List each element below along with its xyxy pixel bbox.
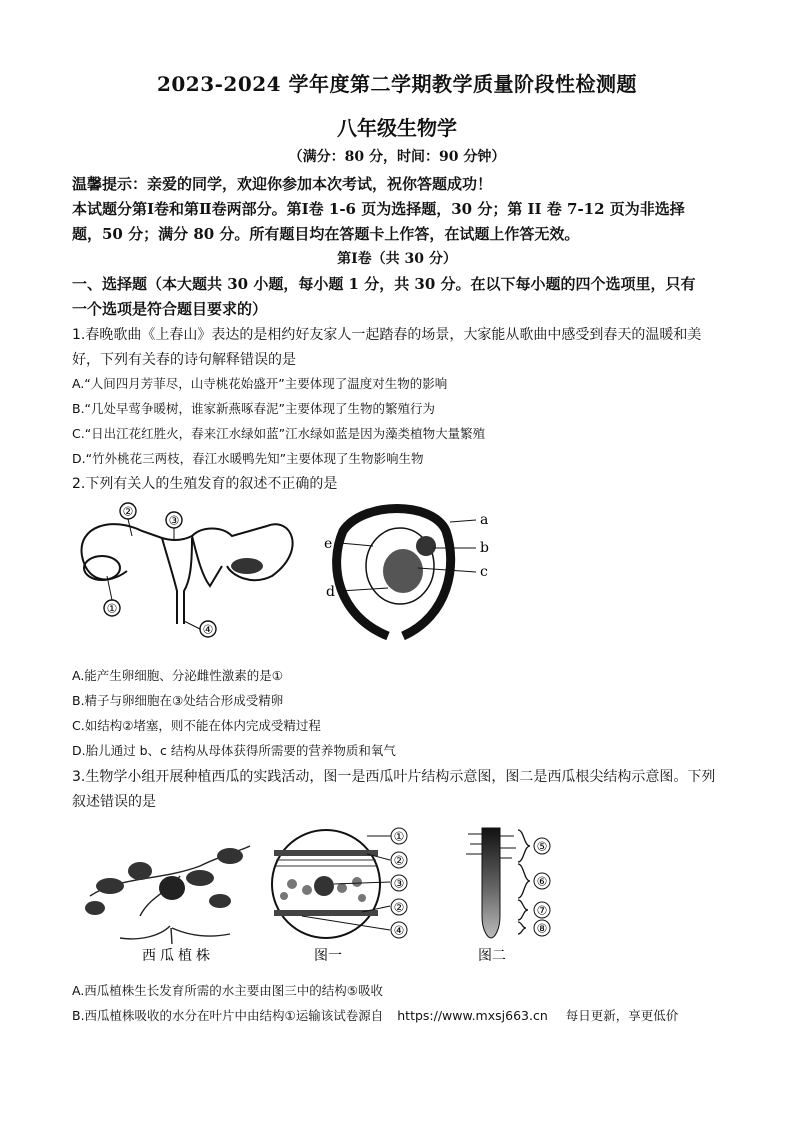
caption-fig1: 图一 <box>314 948 342 964</box>
intro-line-2: 题，50 分；满分 80 分。所有题目均在答题卡上作答，在试题上作答无效。 <box>72 225 580 243</box>
q2-option-d: D.胎儿通过 b、c 结构从母体获得所需要的营养物质和氧气 <box>72 743 396 758</box>
right-tube <box>192 536 222 586</box>
source-note: 每日更新，享更低价 <box>565 1008 679 1023</box>
placenta <box>416 536 436 556</box>
reminder: 温馨提示：亲爱的同学，欢迎你参加本次考试，祝你答题成功！ <box>72 175 493 193</box>
leaf-structure-diagram <box>262 826 422 966</box>
section-title: 第Ⅰ卷（共 30 分） <box>337 251 457 267</box>
uterus-diagram <box>72 496 302 646</box>
leaf-label-2a: ② <box>393 853 405 868</box>
leaf-label-1: ① <box>393 829 405 844</box>
q3-option-b <box>72 1006 678 1024</box>
exam-title: 2023-2024 学年度第二学期教学质量阶段性检测题 <box>156 72 638 96</box>
q1-option-a: A.“人间四月芳菲尽，山寺桃花始盛开”主要体现了温度对生物的影响 <box>72 376 448 391</box>
section-instruction-1: 一、选择题（本大题共 30 小题，每小题 1 分，共 30 分。在以下每小题的四个选项里，只有 <box>72 275 696 293</box>
q3-option-a: A.西瓜植株生长发育所需的水主要由图三中的结构⑤吸收 <box>72 983 384 998</box>
label-e: e <box>324 536 333 552</box>
leaf-label-3: ③ <box>393 876 405 891</box>
intro-line-1: 本试题分第Ⅰ卷和第Ⅱ卷两部分。第Ⅰ卷 1-6 页为选择题，30 分；第 II 卷 7-12 页为非选择 <box>72 200 685 218</box>
q1-option-d: D.“竹外桃花三两枝，春江水暖鸭先知”主要体现了生物影响生物 <box>72 451 424 466</box>
fetus <box>383 549 423 593</box>
caption-fig2: 图二 <box>478 948 506 964</box>
root-label-8: ⑧ <box>536 921 548 936</box>
score-time: （满分：80 分，时间：90 分钟） <box>288 149 506 165</box>
leaf-label-4: ④ <box>393 923 405 938</box>
ovary-left <box>84 556 120 580</box>
source-link[interactable]: https://www.mxsj663.cn <box>397 1008 548 1023</box>
vein <box>314 876 334 896</box>
leaf-label-2b: ② <box>393 900 405 915</box>
q3-stem-1: 3.生物学小组开展种植西瓜的实践活动，图一是西瓜叶片结构示意图，图二是西瓜根尖结构示意图。下列 <box>72 769 716 785</box>
q3-option-b-text: B.西瓜植株吸收的水分在叶片中由结构①运输该试卷源自 <box>72 1008 384 1023</box>
fetus-diagram <box>318 496 498 646</box>
watermelon-plant-image <box>80 826 260 966</box>
q1-stem-1: 1.春晚歌曲《上春山》表达的是相约好友家人一起踏春的场景，大家能从歌曲中感受到春天的温暖和美 <box>72 327 702 343</box>
root-label-7: ⑦ <box>536 903 548 918</box>
root-tip-diagram <box>448 826 568 966</box>
label-b: b <box>480 540 489 556</box>
section-instruction-2: 一个选项是符合题目要求的） <box>72 300 268 318</box>
uterus-outline <box>82 524 293 580</box>
exam-subtitle: 八年级生物学 <box>337 116 457 140</box>
q1-option-c: C.“日出江花红胜火，春来江水绿如蓝”江水绿如蓝是因为藻类植物大量繁殖 <box>72 426 486 441</box>
root-tip <box>482 828 500 938</box>
label-3: ③ <box>168 513 180 528</box>
label-1: ① <box>106 601 118 616</box>
q2-option-b: B.精子与卵细胞在③处结合形成受精卵 <box>72 693 284 708</box>
label-4: ④ <box>202 622 214 637</box>
ovary-right <box>231 558 263 574</box>
label-a: a <box>480 512 489 528</box>
q2-stem: 2.下列有关人的生殖发育的叙述不正确的是 <box>72 476 338 492</box>
caption-plant: 西瓜植株 <box>142 948 214 964</box>
root-label-5: ⑤ <box>536 839 548 854</box>
q1-option-b: B.“几处早莺争暖树，谁家新燕啄春泥”主要体现了生物的繁殖行为 <box>72 401 436 416</box>
label-c: c <box>480 564 488 580</box>
q2-option-c: C.如结构②堵塞，则不能在体内完成受精过程 <box>72 718 321 733</box>
q1-stem-2: 好，下列有关春的诗句解释错误的是 <box>72 352 296 368</box>
watermelon-fruit <box>159 876 185 900</box>
uterus-body <box>162 538 192 624</box>
root-label-6: ⑥ <box>536 874 548 889</box>
label-d: d <box>326 584 335 600</box>
q2-option-a: A.能产生卵细胞、分泌雌性激素的是① <box>72 668 284 683</box>
q3-stem-2: 叙述错误的是 <box>72 794 156 810</box>
label-2: ② <box>122 504 134 519</box>
